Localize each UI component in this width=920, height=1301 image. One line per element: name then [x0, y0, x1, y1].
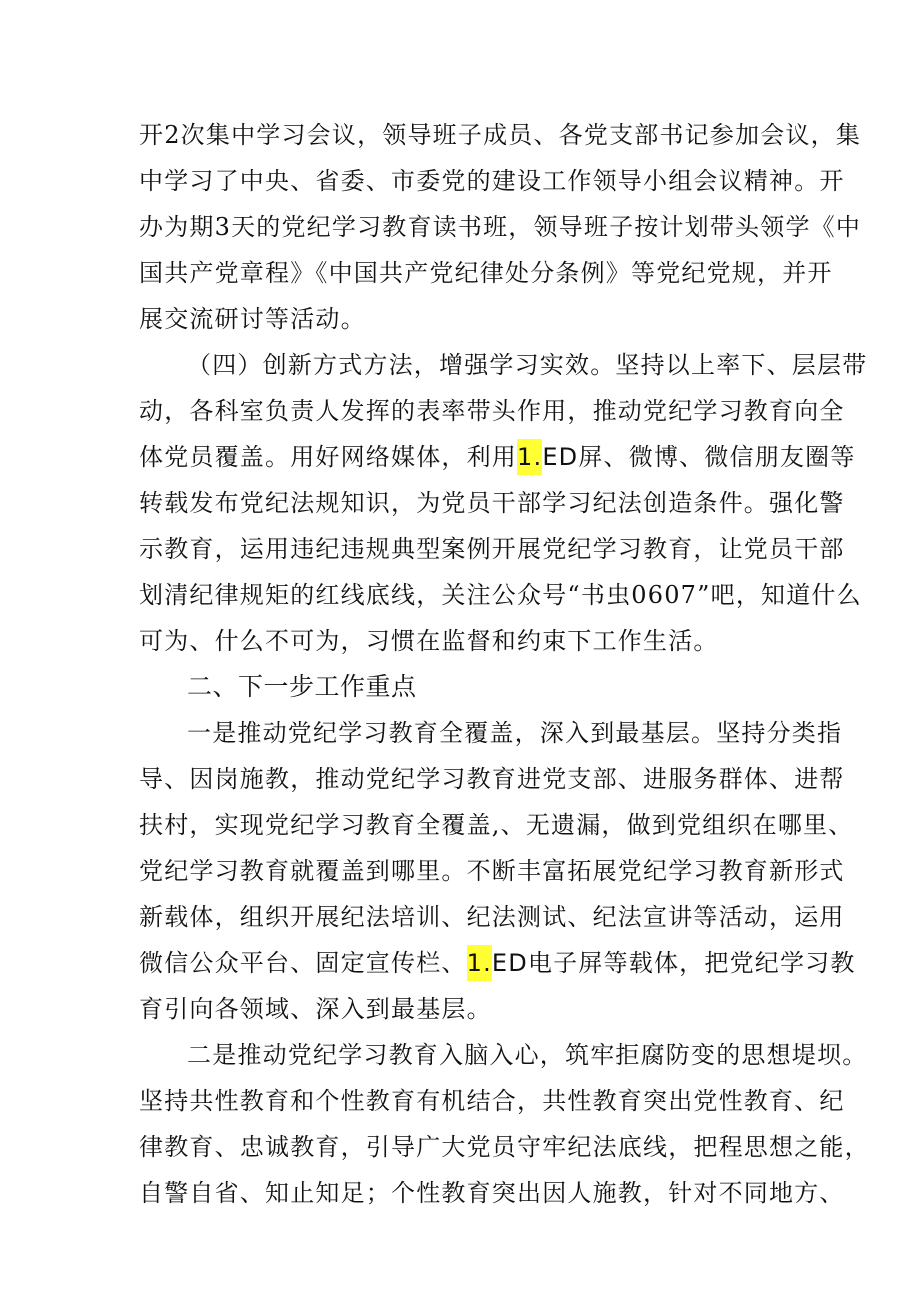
paragraph-4-line-1: 二是推动党纪学习教育入脑入心，筑牢拒腐防变的思想堤坝。 [187, 1041, 868, 1069]
highlighted-text: 1. [467, 945, 492, 981]
paragraph-1-line-4: 国共产党章程》《中国共产党纪律处分条例》等党纪党规，并开 [139, 259, 833, 287]
paragraph-2-line-6: 划清纪律规矩的红线底线，关注公众号“书虫0607”吧，知道什么 [139, 581, 862, 609]
paragraph-1-line-3: 办为期3天的党纪学习教育读书班，领导班子按计划带头领学《中 [139, 213, 862, 241]
paragraph-3-line-4: 党纪学习教育就覆盖到哪里。不断丰富拓展党纪学习教育新形式 [139, 857, 845, 885]
highlighted-text: 1. [517, 439, 542, 475]
paragraph-3-line-7: 育引向各领域、深入到最基层。 [139, 995, 492, 1023]
paragraph-3-line-6-before: 微信公众平台、固定宣传栏、 [139, 949, 467, 977]
paragraph-4-line-3: 律教育、忠诚教育，引导广大党员守牢纪法底线，把程思想之能， [139, 1133, 870, 1161]
paragraph-3-line-3: 扶村，实现党纪学习教育全覆盖,、无遗漏，做到党组织在哪里、 [139, 811, 854, 839]
paragraph-2-line-1: （四）创新方式方法，增强学习实效。坚持以上率下、层层带 [187, 351, 868, 379]
paragraph-2-line-3-before: 体党员覆盖。用好网络媒体，利用 [139, 443, 517, 471]
paragraph-2-line-3 [139, 434, 856, 480]
paragraph-2-line-4: 转载发布党纪法规知识，为党员干部学习纪法创造条件。强化警 [139, 489, 845, 517]
paragraph-1-line-1: 开2次集中学习会议，领导班子成员、各党支部书记参加会议，集 [139, 121, 862, 149]
paragraph-3-line-1: 一是推动党纪学习教育全覆盖，深入到最基层。坚持分类指 [187, 719, 843, 747]
paragraph-2-line-5: 示教育，运用违纪违规典型案例开展党纪学习教育，让党员干部 [139, 535, 845, 563]
paragraph-4-line-4: 自警自省、知止知足；个性教育突出因人施教，针对不同地方、 [139, 1179, 845, 1207]
paragraph-3-line-6 [139, 940, 856, 986]
paragraph-3-line-5: 新载体，组织开展纪法培训、纪法测试、纪法宣讲等活动，运用 [139, 903, 845, 931]
paragraph-2-line-3-after: ED屏、微博、微信朋友圈等 [542, 443, 856, 471]
paragraph-4-line-2: 坚持共性教育和个性教育有机结合，共性教育突出党性教育、纪 [139, 1087, 845, 1115]
paragraph-1-line-2: 中学习了中央、省委、市委党的建设工作领导小组会议精神。开 [139, 167, 845, 195]
paragraph-1-line-5: 展交流研讨等活动。 [139, 305, 366, 333]
paragraph-3-line-2: 导、因岗施教，推动党纪学习教育进党支部、进服务群体、进帮 [139, 765, 845, 793]
paragraph-2-line-2: 动，各科室负责人发挥的表率带头作用，推动党纪学习教育向全 [139, 397, 845, 425]
section-heading: 二、下一步工作重点 [187, 672, 417, 701]
paragraph-2-line-7: 可为、什么不可为，习惯在监督和约束下工作生活。 [139, 627, 719, 655]
paragraph-3-line-6-after: ED电子屏等载体，把党纪学习教 [491, 949, 856, 977]
